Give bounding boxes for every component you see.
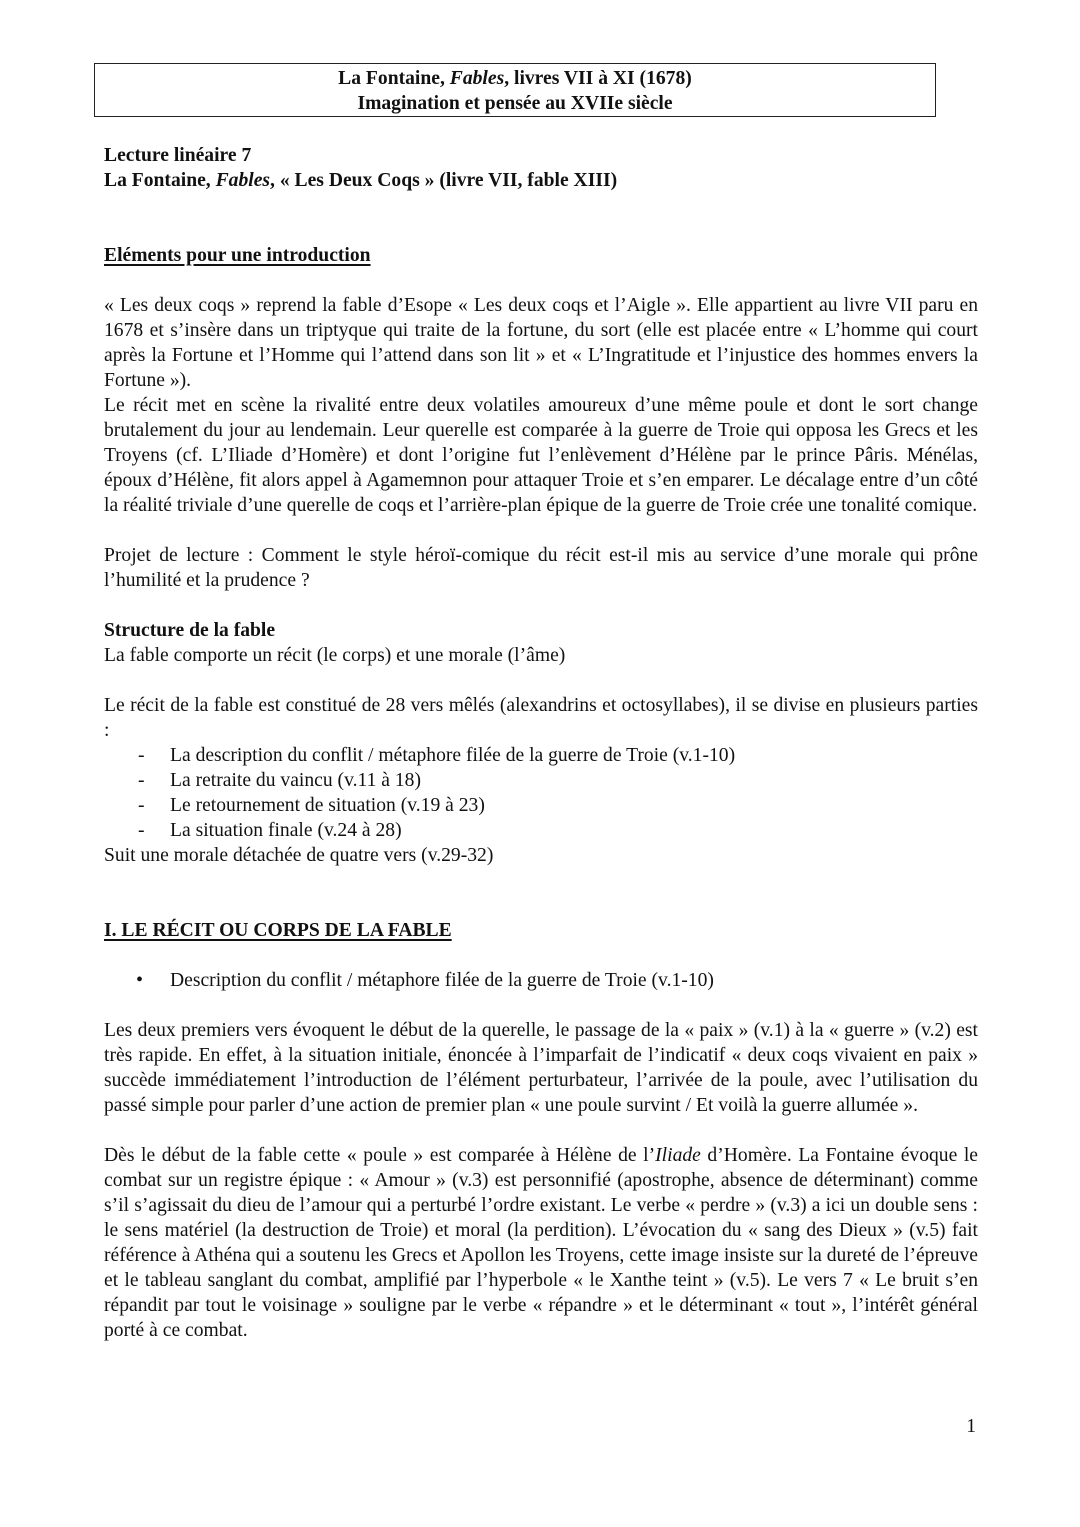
lecture-subtitle-pre: La Fontaine, [104,170,216,191]
structure-heading: Structure de la fable [104,620,276,641]
section-1-paragraph-1: Les deux premiers vers évoquent le début de la querelle, le passage de la « paix » (v.1) à la « guerre » (v.2) est très rapide. En effet, à la situation initiale, énoncée à l’imparfait de l’indicatif « deux coqs vivaient en paix » succède immédiatement l’introduction de l’élément perturbateur, l’arrivée de la poule, avec l’utilisation du passé simple pour parler d’une action de premier plan « une poule survint / Et voilà la guerre allumée ». [104,1020,978,1116]
list-item: - Le retournement de situation (v.19 à 23) [104,793,978,818]
section-1-paragraph-2-italic: Iliade [655,1145,701,1166]
document-body [104,143,978,1343]
lecture-subtitle [104,168,978,193]
page-number: 1 [966,1416,976,1437]
lecture-subtitle-post: , « Les Deux Coqs » (livre VII, fable XIII) [270,170,618,191]
structure-list [104,743,978,843]
structure-line: La fable comporte un récit (le corps) et une morale (l’âme) [104,645,566,666]
projet-de-lecture: Projet de lecture : Comment le style héroï-comique du récit est-il mis au service d’une morale qui prône l’humilité et la prudence ? [104,545,978,591]
list-item: - La description du conflit / métaphore filée de la guerre de Troie (v.1-10) [104,743,978,768]
intro-heading: Eléments pour une introduction [104,245,371,266]
lecture-subtitle-italic: Fables [215,170,271,191]
structure-morale: Suit une morale détachée de quatre vers (v.29-32) [104,845,494,866]
section-1-heading: I. LE RÉCIT OU CORPS DE LA FABLE [104,920,452,941]
section-1-paragraph-2-post: d’Homère. La Fontaine évoque le combat sur un registre épique : « Amour » (v.3) est personnifié (apostrophe, absence de déterminant) comme s’il s’agissait du dieu de l’amour qui a perturbé l’ordre existant. Le verbe « perdre » (v.3) a ici un double sens : le sens matériel (la destruction de Troie) et moral (la perdition). L’évocation du « sang des Dieux » (v.5) fait référence à Athéna qui a soutenu les Grecs et Apollon les Troyens, cette image insiste sur la dureté de l’épreuve et le tableau sanglant du combat, amplifié par l’hyperbole « le Xanthe teint » (v.5). Le vers 7 « Le bruit s’en répandit par tout le voisinage » souligne par le verbe « répandre » et le déterminant « tout », l’intérêt général porté à ce combat. [104,1145,978,1341]
intro-paragraph-1: « Les deux coqs » reprend la fable d’Esope « Les deux coqs et l’Aigle ». Elle appartient au livre VII paru en 1678 et s’insère dans un triptyque qui traite de la fortune, du sort (elle est placée entre « L’homme qui court après la Fortune et l’Homme qui l’attend dans son lit » et « L’Ingratitude et l’injustice des hommes envers la Fortune »). [104,295,978,391]
section-1-paragraph-2 [104,1143,978,1343]
header-line-1-italic: Fables [449,68,505,89]
document-header-box [94,63,936,117]
header-line-2: Imagination et pensée au XVIIe siècle [357,93,673,114]
list-item: - La situation finale (v.24 à 28) [104,818,978,843]
section-1-paragraph-2-pre: Dès le début de la fable cette « poule » est comparée à Hélène de l’ [104,1145,656,1166]
structure-paragraph: Le récit de la fable est constitué de 28 vers mêlés (alexandrins et octosyllabes), il se divise en plusieurs parties : [104,695,978,741]
list-item: - La retraite du vaincu (v.11 à 18) [104,768,978,793]
intro-paragraph-2: Le récit met en scène la rivalité entre deux volatiles amoureux d’une même poule et dont le sort change brutalement du jour au lendemain. Leur querelle est comparée à la guerre de Troie qui opposa les Grecs et les Troyens (cf. L’Iliade d’Homère) et dont l’origine fut l’enlèvement d’Hélène par le prince Pâris. Ménélas, époux d’Hélène, fit alors appel à Agamemnon pour attaquer Troie et s’en emparer. Le décalage entre d’un côté la réalité triviale d’une querelle de coqs et l’arrière-plan épique de la guerre de Troie crée une tonalité comique. [104,395,978,516]
header-line-1-post: , livres VII à XI (1678) [504,68,692,89]
list-item: • Description du conflit / métaphore filée de la guerre de Troie (v.1-10) [104,968,978,993]
lecture-title: Lecture linéaire 7 [104,145,252,166]
section-1-bullet-list [104,968,978,993]
header-line-1-pre: La Fontaine, [338,68,450,89]
header-line-1 [95,66,935,91]
